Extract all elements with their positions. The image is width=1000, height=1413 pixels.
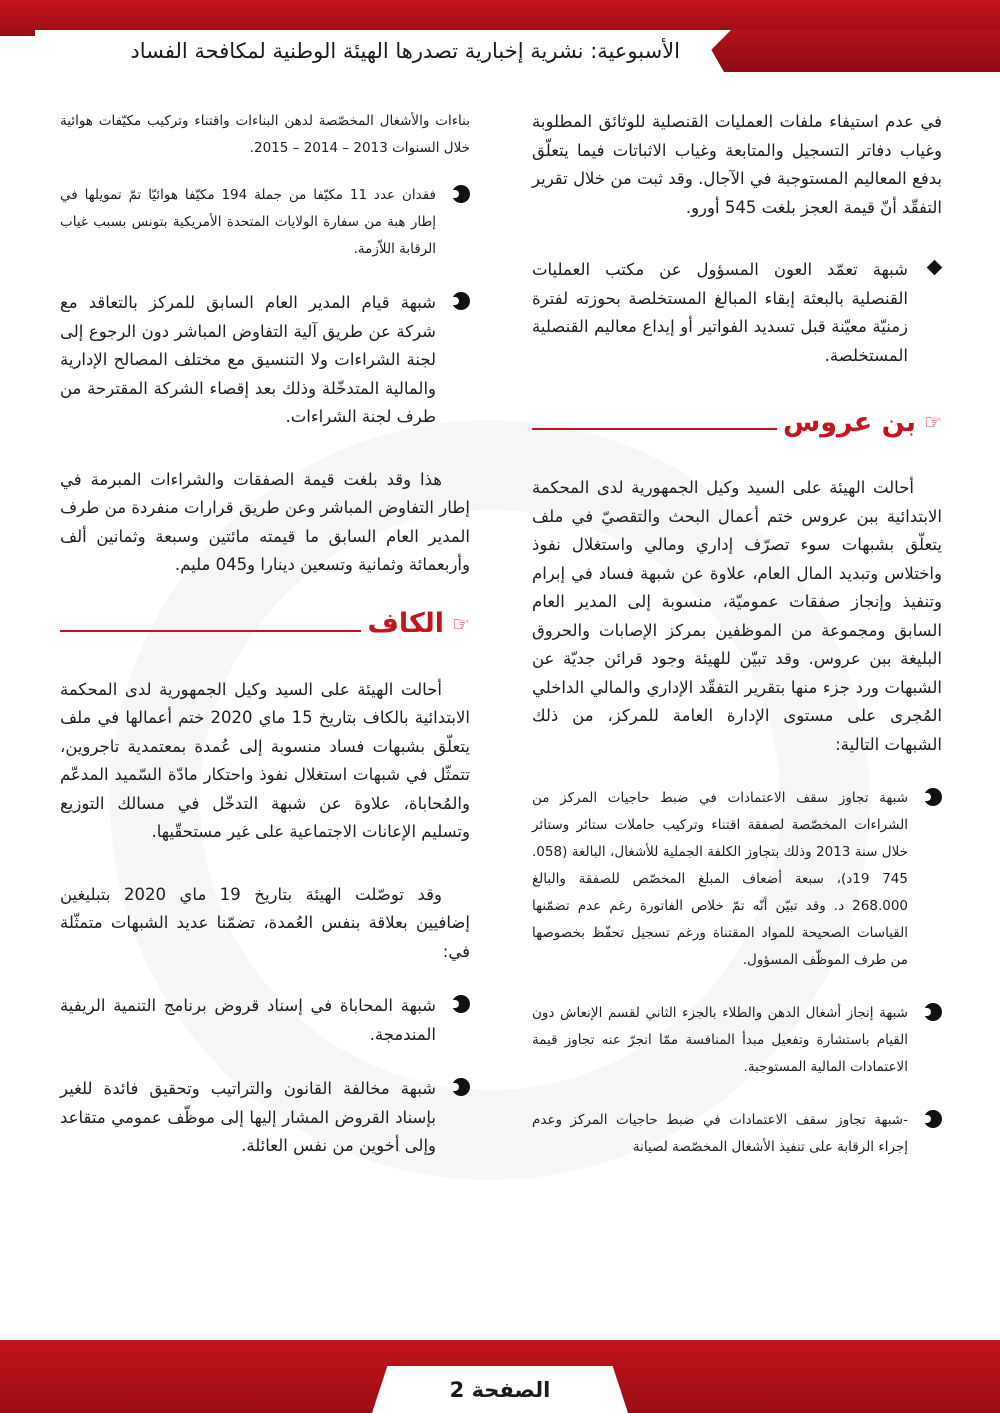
list-item [532,1000,942,1081]
section-divider [60,630,361,632]
list-item [60,182,470,263]
paragraph-consular-deficit: في عدم استيفاء ملفات العمليات القنصلية للوثائق المطلوبة وغياب دفاتر التسجيل والمتابعة وغياب الاثباتات فيما يتعلّق بدفع المعاليم المستوجبة في الآجال. وقد ثبت من خلال تقرير التفقّد أنّ قيمة العجز بلغت 545 أورو. [532,112,942,217]
pointer-bullet-icon [452,995,470,1013]
list-item [532,256,942,370]
bullet-text: شبهة تجاوز سقف الاعتمادات في ضبط حاجيات المركز من الشراءات المخصّصة لصفقة اقتناء وتركيب حاملات ستائر وستائر خلال سنة 2013 وذلك بتجاوز الكلفة الجملية للأشغال، البالغة (058. 745 19د)، سبعة أضعاف المبلغ المخصّص للصفقة والبالغ 268.000 د. وقد تبيّن أنّه تمّ خلاص الفاتورة رغم عدم تضمّنها القياسات الصحيحة للمواد المقتناة ورغم تسجيل تحفّظ بخصوصها من طرف الموظّف المسؤول. [532,790,908,968]
bullet-text: فقدان عدد 11 مكيّفا من جملة 194 مكيّفا هوائيّا تمّ تمويلها في إطار هبة من سفارة الولايات المتحدة الأمريكية بتونس بسبب غياب الرقابة اللاّزمة. [60,187,437,257]
page-number: الصفحة 2 [449,1378,551,1402]
paragraph-continuation: بناءات والأشغال المخصّصة لدهن البناءات واقتناء وتركيب مكيّفات هوائية خلال السنوات 2013 – 2014 – 2015. [60,113,470,156]
hand-pointer-icon: ☞ [452,611,470,636]
bullet-text: -شبهة تجاوز سقف الاعتمادات في ضبط حاجيات المركز وعدم إجراء الرقابة على تنفيذ الأشغال المخصّصة لصيانة [532,1112,908,1155]
right-column [532,108,942,1161]
section-heading-kef [60,606,470,642]
section-heading-ben-arous [532,404,942,440]
pointer-bullet-icon [452,292,470,310]
bullet-text: شبهة قيام المدير العام السابق للمركز بالتعاقد مع شركة عن طريق آلية التفاوض المباشر دون الرجوع إلى لجنة الشراءات ولا التنسيق مع مختلف المصالح الإدارية والمالية المتدخّلة وذلك بعد إقصاء الشركة المقترحة من طرف لجنة الشراءات. [60,293,436,426]
pointer-bullet-icon [924,788,942,806]
bullet-text: شبهة إنجاز أشغال الدهن والطلاء بالجزء الثاني لقسم الإنعاش دون القيام باستشارة وتفعيل مبدأ المنافسة ممّا انجرّ عنه تجاوز قيمة الاعتمادات المالية المستوجبة. [532,1005,908,1075]
paragraph-ben-arous-referral: أحالت الهيئة على السيد وكيل الجمهورية لدى المحكمة الابتدائية ببن عروس ختم أعمال البحث والتقصيّ في ملف يتعلّق بشبهات سوء تصرّف إداري ومالي واستغلال نفوذ واختلاس وتبديد المال العام، علاوة عن شبهة فساد في إبرام وتنفيذ وإنجاز صفقات عموميّة، منسوبة إلى المدير العام السابق ومجموعة من الموظفين بمركز الإصابات والحروق البليغة ببن عروس. وقد تبيّن للهيئة وجود قرائن جديّة عن الشبهات ورد جزء منها بتقرير التفقّد الإداري والمالي الداخلي المُجرى على مستوى الإدارة العامة للمركز، من ذلك الشبهات التالية: [532,478,942,754]
list-item [532,1107,942,1161]
paragraph-additional-reports: وقد توصّلت الهيئة بتاريخ 19 ماي 2020 بتبليغين إضافيين بعلاقة بنفس العُمدة، تضمّنا عديد الشبهات متمثّلة في: [60,884,470,961]
list-item [60,1075,470,1161]
list-item [532,785,942,974]
pointer-bullet-icon [924,1003,942,1021]
hand-pointer-icon: ☞ [924,410,942,434]
section-title: بن عروس [782,406,917,438]
paragraph-kef-referral: أحالت الهيئة على السيد وكيل الجمهورية لدى المحكمة الابتدائية بالكاف بتاريخ 15 ماي 2020 ختم أعمالها في ملف يتعلّق بشبهات فساد منسوبة إلى عُمدة بمعتمدية تاجروين، تتمثّل في شبهات استغلال نفوذ واحتكار مادّة السّميد المدعّم والمُحاباة، علاوة عن شبهة التدخّل في مسالك التوزيع وتسليم الإعانات الاجتماعية على غير مستحقّيها. [60,679,470,841]
header-red-accent [700,30,1000,72]
pointer-bullet-icon [452,1078,470,1096]
list-item [60,289,470,432]
pointer-bullet-icon [452,185,470,203]
bullet-text: شبهة مخالفة القانون والتراتيب وتحقيق فائدة للغير بإسناد القروض المشار إليها إلى موظّف عمومي متقاعد وإلى أخوين من نفس العائلة. [60,1079,436,1155]
newsletter-title: الأسبوعية: نشرية إخبارية تصدرها الهيئة الوطنية لمكافحة الفساد [130,39,680,63]
left-column [60,108,470,1161]
bullet-text: شبهة المحاباة في إسناد قروض برنامج التنمية الريفية المندمجة. [60,996,436,1044]
paragraph-consular-agent: شبهة تعمّد العون المسؤول عن مكتب العمليات القنصلية بالبعثة إبقاء المبالغ المستخلصة بحوزته لفترة زمنيّة معيّنة قبل تسديد الفواتير أو إيداع معاليم القنصلية المستخلصة. [532,260,908,365]
section-title: الكاف [367,608,445,639]
pointer-bullet-icon [924,1110,942,1128]
section-divider [532,428,777,430]
paragraph-total-value: هذا وقد بلغت قيمة الصفقات والشراءات المبرمة في إطار التفاوض المباشر وعن طريق قرارات منفردة من طرف المدير العام السابق ما قيمته مائتين وسبعة وثمانين ألف وأربعمائة وثمانية وتسعين دينارا و045 مليم. [60,469,470,574]
diamond-bullet-icon [927,260,943,276]
list-item [60,992,470,1049]
